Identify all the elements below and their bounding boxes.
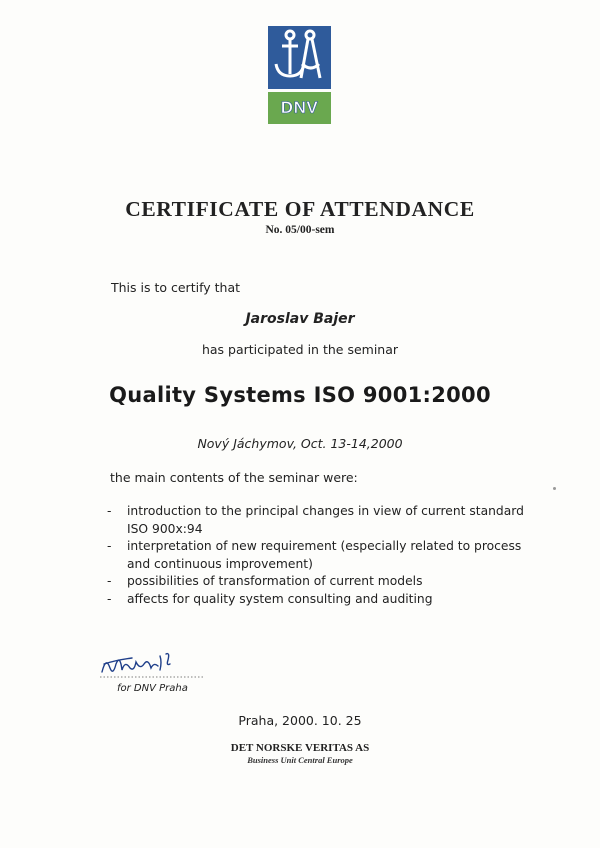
- list-item: [107, 538, 527, 573]
- signature-caption: for DNV Praha: [117, 683, 188, 694]
- list-dash: -: [107, 539, 112, 553]
- dnv-wordmark: [268, 92, 331, 124]
- list-dash: -: [107, 504, 112, 518]
- certificate-title: CERTIFICATE OF ATTENDANCE: [125, 197, 475, 221]
- list-item-text: possibilities of transformation of current models: [127, 574, 423, 588]
- participation-statement: has participated in the seminar: [201, 342, 399, 357]
- participant-name: Jaroslav Bajer: [245, 311, 355, 327]
- seminar-place-date: Nový Jáchymov, Oct. 13-14,2000: [197, 436, 403, 451]
- list-item-text: affects for quality system consulting and auditing: [127, 591, 433, 606]
- dnv-logo: [268, 26, 331, 124]
- handwritten-signature: [96, 642, 206, 686]
- list-item-text: interpretation of new requirement (especially related to process and continuous improvement): [127, 539, 522, 571]
- list-dash: -: [107, 591, 112, 606]
- list-item-text: introduction to the principal changes in view of current standard ISO 900x:94: [127, 504, 524, 536]
- certify-intro: This is to certify that: [111, 280, 241, 295]
- issue-date: Praha, 2000. 10. 25: [238, 713, 362, 728]
- anchor-compass-emblem-icon: [268, 26, 331, 89]
- list-dash: -: [107, 574, 112, 588]
- dnv-wordmark-text: DNV: [280, 98, 319, 117]
- contents-label: the main contents of the seminar were:: [110, 470, 358, 485]
- certificate-number: No. 05/00-sem: [265, 224, 335, 236]
- list-item: [107, 573, 527, 591]
- seminar-contents-list: [107, 503, 527, 608]
- list-item: [107, 591, 527, 609]
- seminar-title: Quality Systems ISO 9001:2000: [109, 383, 491, 407]
- list-item: [107, 503, 527, 538]
- scan-speck: [553, 487, 556, 490]
- business-unit: Business Unit Central Europe: [247, 755, 353, 765]
- company-name: DET NORSKE VERITAS AS: [230, 742, 370, 754]
